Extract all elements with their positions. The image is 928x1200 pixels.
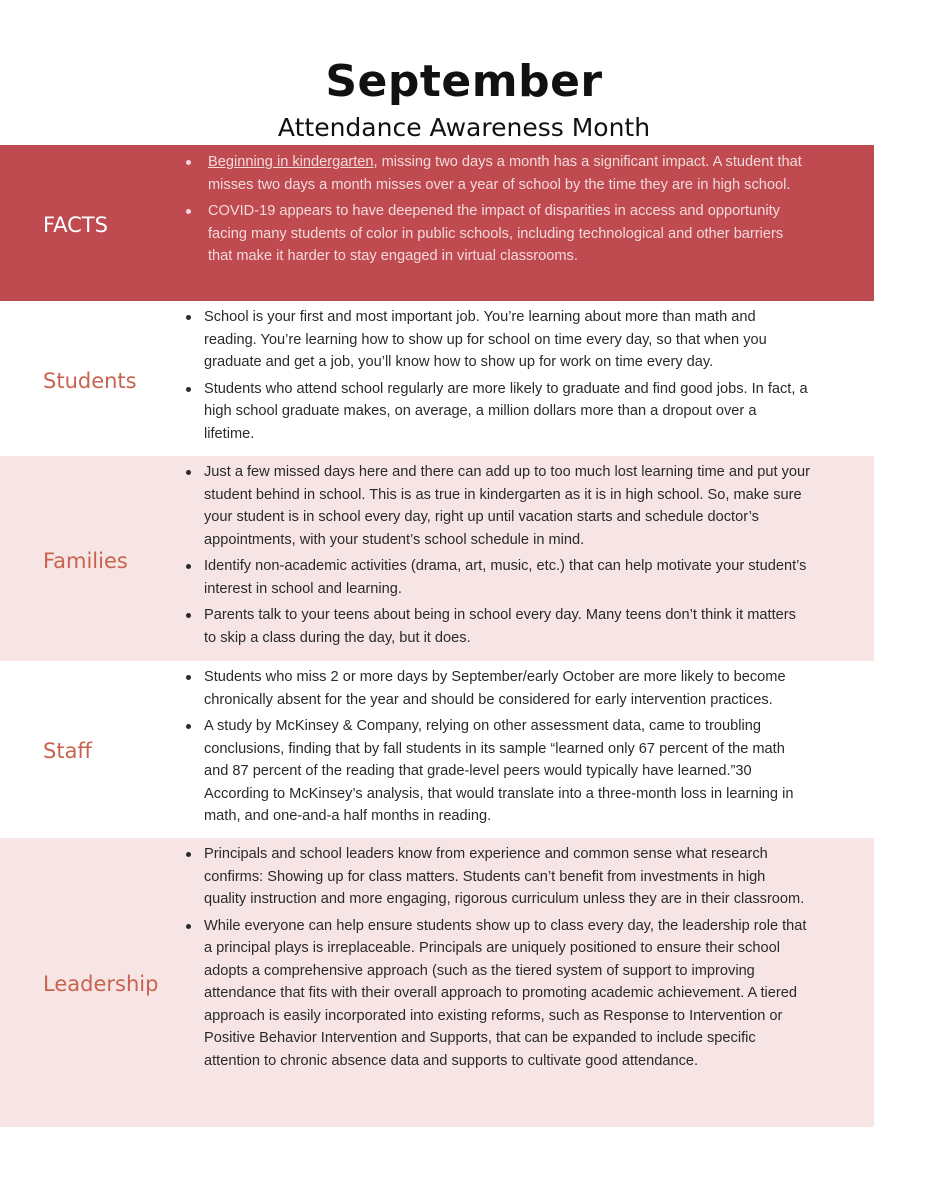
facts-item-2-text: COVID-19 appears to have deepened the impact of disparities in access and opportunity facing many students of color in public schools, including technological and other barriers that make it harder to stay engaged in virtual classrooms. — [208, 203, 784, 264]
list-item: Principals and school leaders know from experience and common sense what research confirms: Showing up for class matters. Students can’t benefit from investments in high quality instruction and more engaging, rigorous curriculum unless they are in their classroom. — [184, 843, 810, 911]
facts-section — [0, 145, 874, 301]
families-label: Families — [43, 549, 128, 573]
page-title: September — [325, 56, 603, 107]
staff-section — [0, 661, 874, 838]
kindergarten-link[interactable]: Beginning in kindergarten — [208, 154, 374, 170]
families-section — [0, 456, 874, 661]
facts-item-1 — [184, 151, 810, 196]
list-item: A study by McKinsey & Company, relying on other assessment data, came to troubling conclusions, finding that by fall students in its sample “learned only 67 percent of the math and 87 percent of the reading that grade-level peers would typically have learned.”30 According to McKinsey’s analysis, that would translate into a three-month loss in learning in math, and one-and-a half months in reading. — [184, 715, 810, 828]
students-label: Students — [43, 369, 137, 393]
list-item: Parents talk to your teens about being in school every day. Many teens don’t think it matters to skip a class during the day, but it does. — [184, 604, 810, 649]
list-item: Students who attend school regularly are more likely to graduate and find good jobs. In fact, a high school graduate makes, on average, a million dollars more than a dropout over a lifetime. — [184, 378, 810, 446]
list-item: School is your first and most important job. You’re learning about more than math and reading. You’re learning how to show up for school on time every day, so that when you graduate and get a job, you’ll know how to show up for work on time every day. — [184, 306, 810, 374]
staff-list — [184, 666, 810, 832]
families-list — [184, 461, 810, 653]
list-item: Just a few missed days here and there can add up to too much lost learning time and put your student behind in school. This is as true in kindergarten as it is in high school. So, make sure your student is in school every day, right up until vacation starts and schedule doctor’s appointments, with your student’s school schedule in mind. — [184, 461, 810, 551]
students-section — [0, 301, 874, 456]
facts-item-2 — [184, 200, 810, 268]
leadership-section — [0, 838, 874, 1127]
facts-list — [184, 151, 810, 272]
leadership-list — [184, 843, 810, 1076]
leadership-label: Leadership — [43, 972, 159, 996]
staff-label: Staff — [43, 739, 92, 763]
students-list — [184, 306, 810, 449]
facts-label: FACTS — [43, 213, 108, 237]
facts-item-1-text: , missing two days a month has a significant impact. A student that misses two days a month misses over a year of school by the time they are in high school. — [208, 154, 802, 193]
page-subtitle: Attendance Awareness Month — [277, 113, 651, 142]
list-item: Students who miss 2 or more days by September/early October are more likely to become chronically absent for the year and should be considered for early intervention practices. — [184, 666, 810, 711]
list-item: While everyone can help ensure students show up to class every day, the leadership role that a principal plays is irreplaceable. Principals are uniquely positioned to ensure their school adopts a comprehensive approach (such as the tiered system of support to improving attendance that fits with their overall approach to promoting academic achievement. A tiered approach is easily incorporated into existing reforms, such as Response to Intervention or Positive Behavior Intervention and Supports, that can be expanded to include specific attention to chronic absence data and supports to cultivate good attendance. — [184, 915, 810, 1073]
list-item: Identify non-academic activities (drama, art, music, etc.) that can help motivate your student’s interest in school and learning. — [184, 555, 810, 600]
